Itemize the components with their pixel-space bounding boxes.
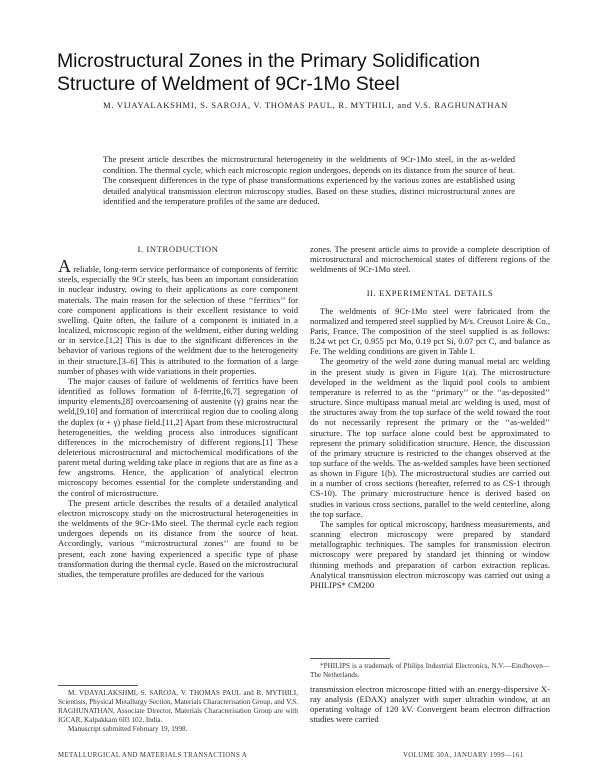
intro-paragraph-1-text: reliable, long-term service performance of components of ferritic steels, especially the 9Cr steels, has been an important consideration in nuclear industry, owing to their applications as core component materials. The main reason for the selection of these ‘‘ferritics’’ for core component applications is their excellent resistance to void swelling. Quite often, the failure of a component is initiated in a localized, microscopic region of the weldment, either during welding or in service.[1,2] This is due to the significant differences in the behavior of various regions of the weldment due to the heterogeneity in their structure.[3–6] This is attributed to the formation of a large number of phases with wide variations in their properties. (58, 264, 298, 376)
intro-paragraph-3: The present article describes the results of a detailed analytical electron microscopy study on the microstructural heterogeneities in the weldments of the 9Cr-1Mo steel. The thermal cycle each region undergoes depends on its distance from the source of heat. Accordingly, various ‘‘microstructural zones’’ are found to be present, each zone having experienced a specific type of phase transformation during the thermal cycle. Based on the microstructural studies, the temperature profiles are deduced for the various (58, 497, 298, 579)
paper-title: Microstructural Zones in the Primary Solidification Structure of Weldment of 9Cr-1Mo Steel (57, 50, 480, 95)
introduction-heading: I. INTRODUCTION (137, 244, 219, 254)
footnote-divider-left (58, 685, 138, 686)
journal-name: METALLURGICAL AND MATERIALS TRANSACTIONS A (58, 752, 248, 759)
abstract: The present article describes the microstructural heterogeneity in the weldments of 9Cr-1Mo steel, in the as-welded condition. The thermal cycle, which each microscopic region undergoes, depends on its distance from the source of heat. The consequent differences in the type of phase transformations experienced by the various zones are established using detailed analytical transmission electron microscopy studies. Based on these studies, distinct microstructural zones are identified and the temperature profiles of the same are deduced. (103, 154, 515, 207)
intro-continuation: zones. The present article aims to provide a complete description of microstructural and microchemical states of different regions of the weldments of 9Cr-1Mo steel. (310, 244, 550, 275)
footnote-divider-right (310, 658, 390, 659)
experimental-paragraph-2: The geometry of the weld zone during manual metal arc welding in the present study is given in Figure 1(a). The microstructure developed in the weldment as the liquid pool cools to ambient temperature is referred to as the ‘‘primary’’ or the ‘‘as-deposited’’ structure. Since multipass manual metal arc welding is used, most of the structures away from the top surface of the weld toward the root do not necessarily represent the primary or the ‘‘as-welded’’ structure. The top surface alone could best be approximated to represent the primary solidification structure. Hence, the discussion of the primary structure is restricted to the changes observed at the top surface of the welds. The as-welded samples have been sectioned as shown in Figure 1(b). The microstructural studies are carried out in a number of cross sections (hereafter, referred to as CS-1 through CS-10). The primary microstructure hence is derived based on studies in various cross sections, parallel to the weld centerline, along the top surface. (310, 356, 550, 519)
experimental-paragraph-3: The samples for optical microscopy, hardness measurements, and scanning electron microscopy were prepared by standard metallographic techniques. The samples for transmission electron microscopy were prepared by standard jet thinning or window thinning methods and preparation of carbon extraction replicas. Analytical transmission electron microscopy was carried out using a PHILIPS* CM200 (310, 518, 550, 590)
drop-cap: A (58, 256, 71, 277)
trademark-text: *PHILIPS is a trademark of Philips Industrial Electronics, N.V.—Eindhoven—The Netherlands. (310, 662, 550, 679)
right-column (310, 244, 550, 590)
affiliation-footnote (58, 689, 298, 734)
intro-paragraph-2: The major causes of failure of weldments of ferritics have been identified as follows formation of δ-ferrite,[6,7] segregation of impurity elements,[8] overcoarsening of austenite (γ) grains near the weld,[9,10] and formation of intercritical region due to cooling along the duplex (α + γ) phase field.[11,2] Apart from these microstructural heterogeneities, the welding process also introduces significant differences in the microchemistry of different regions.[1] These deleterious microstructural and microchemical modifications of the parent metal during welding take place in regions that are as fine as a few angstroms. Hence, the application of analytical electron microscopy becomes essential for the complete understanding and the control of microstructure. (58, 375, 298, 498)
trademark-footnote (310, 662, 550, 680)
experimental-paragraph-1: The weldments of 9Cr-1Mo steel were fabricated from the normalized and tempered steel supplied by M/s. Creusot Loire & Co., Paris, France. The composition of the steel supplied is as follows: 8.24 wt pct Cr, 0.955 pct Mo, 0.19 pct Si, 0.07 pct C, and balance as Fe. The welding conditions are given in Table I. (310, 305, 550, 357)
affiliation-text: M. VIJAYALAKSHMI, S. SAROJA, V. THOMAS PAUL and R. MYTHILI, Scientists, Physical Metallurgy Section, Materials Characterisation Group, and V.S. RAGHUNATHAN, Associate Director, Materials Characterisation Group are with IGCAR, Kalpakkam 603 102, India. (58, 689, 298, 724)
intro-paragraph-1 (58, 256, 298, 376)
experimental-heading: II. EXPERIMENTAL DETAILS (366, 288, 494, 299)
volume-page: VOLUME 30A, JANUARY 1999—161 (403, 752, 524, 759)
left-column (58, 244, 298, 579)
submission-date: Manuscript submitted February 19, 1998. (68, 725, 188, 733)
author-list: M. VIJAYALAKSHMI, S. SAROJA, V. THOMAS PAUL, R. MYTHILI, and V.S. RAGHUNATHAN (103, 100, 508, 110)
experimental-continuation: transmission electron microscope fitted with an energy-dispersive X-ray analysis (EDAX) analyzer with super ultrathin window, at an operating voltage of 120 kV. Convergent beam electron diffraction studies were carried (310, 684, 550, 725)
